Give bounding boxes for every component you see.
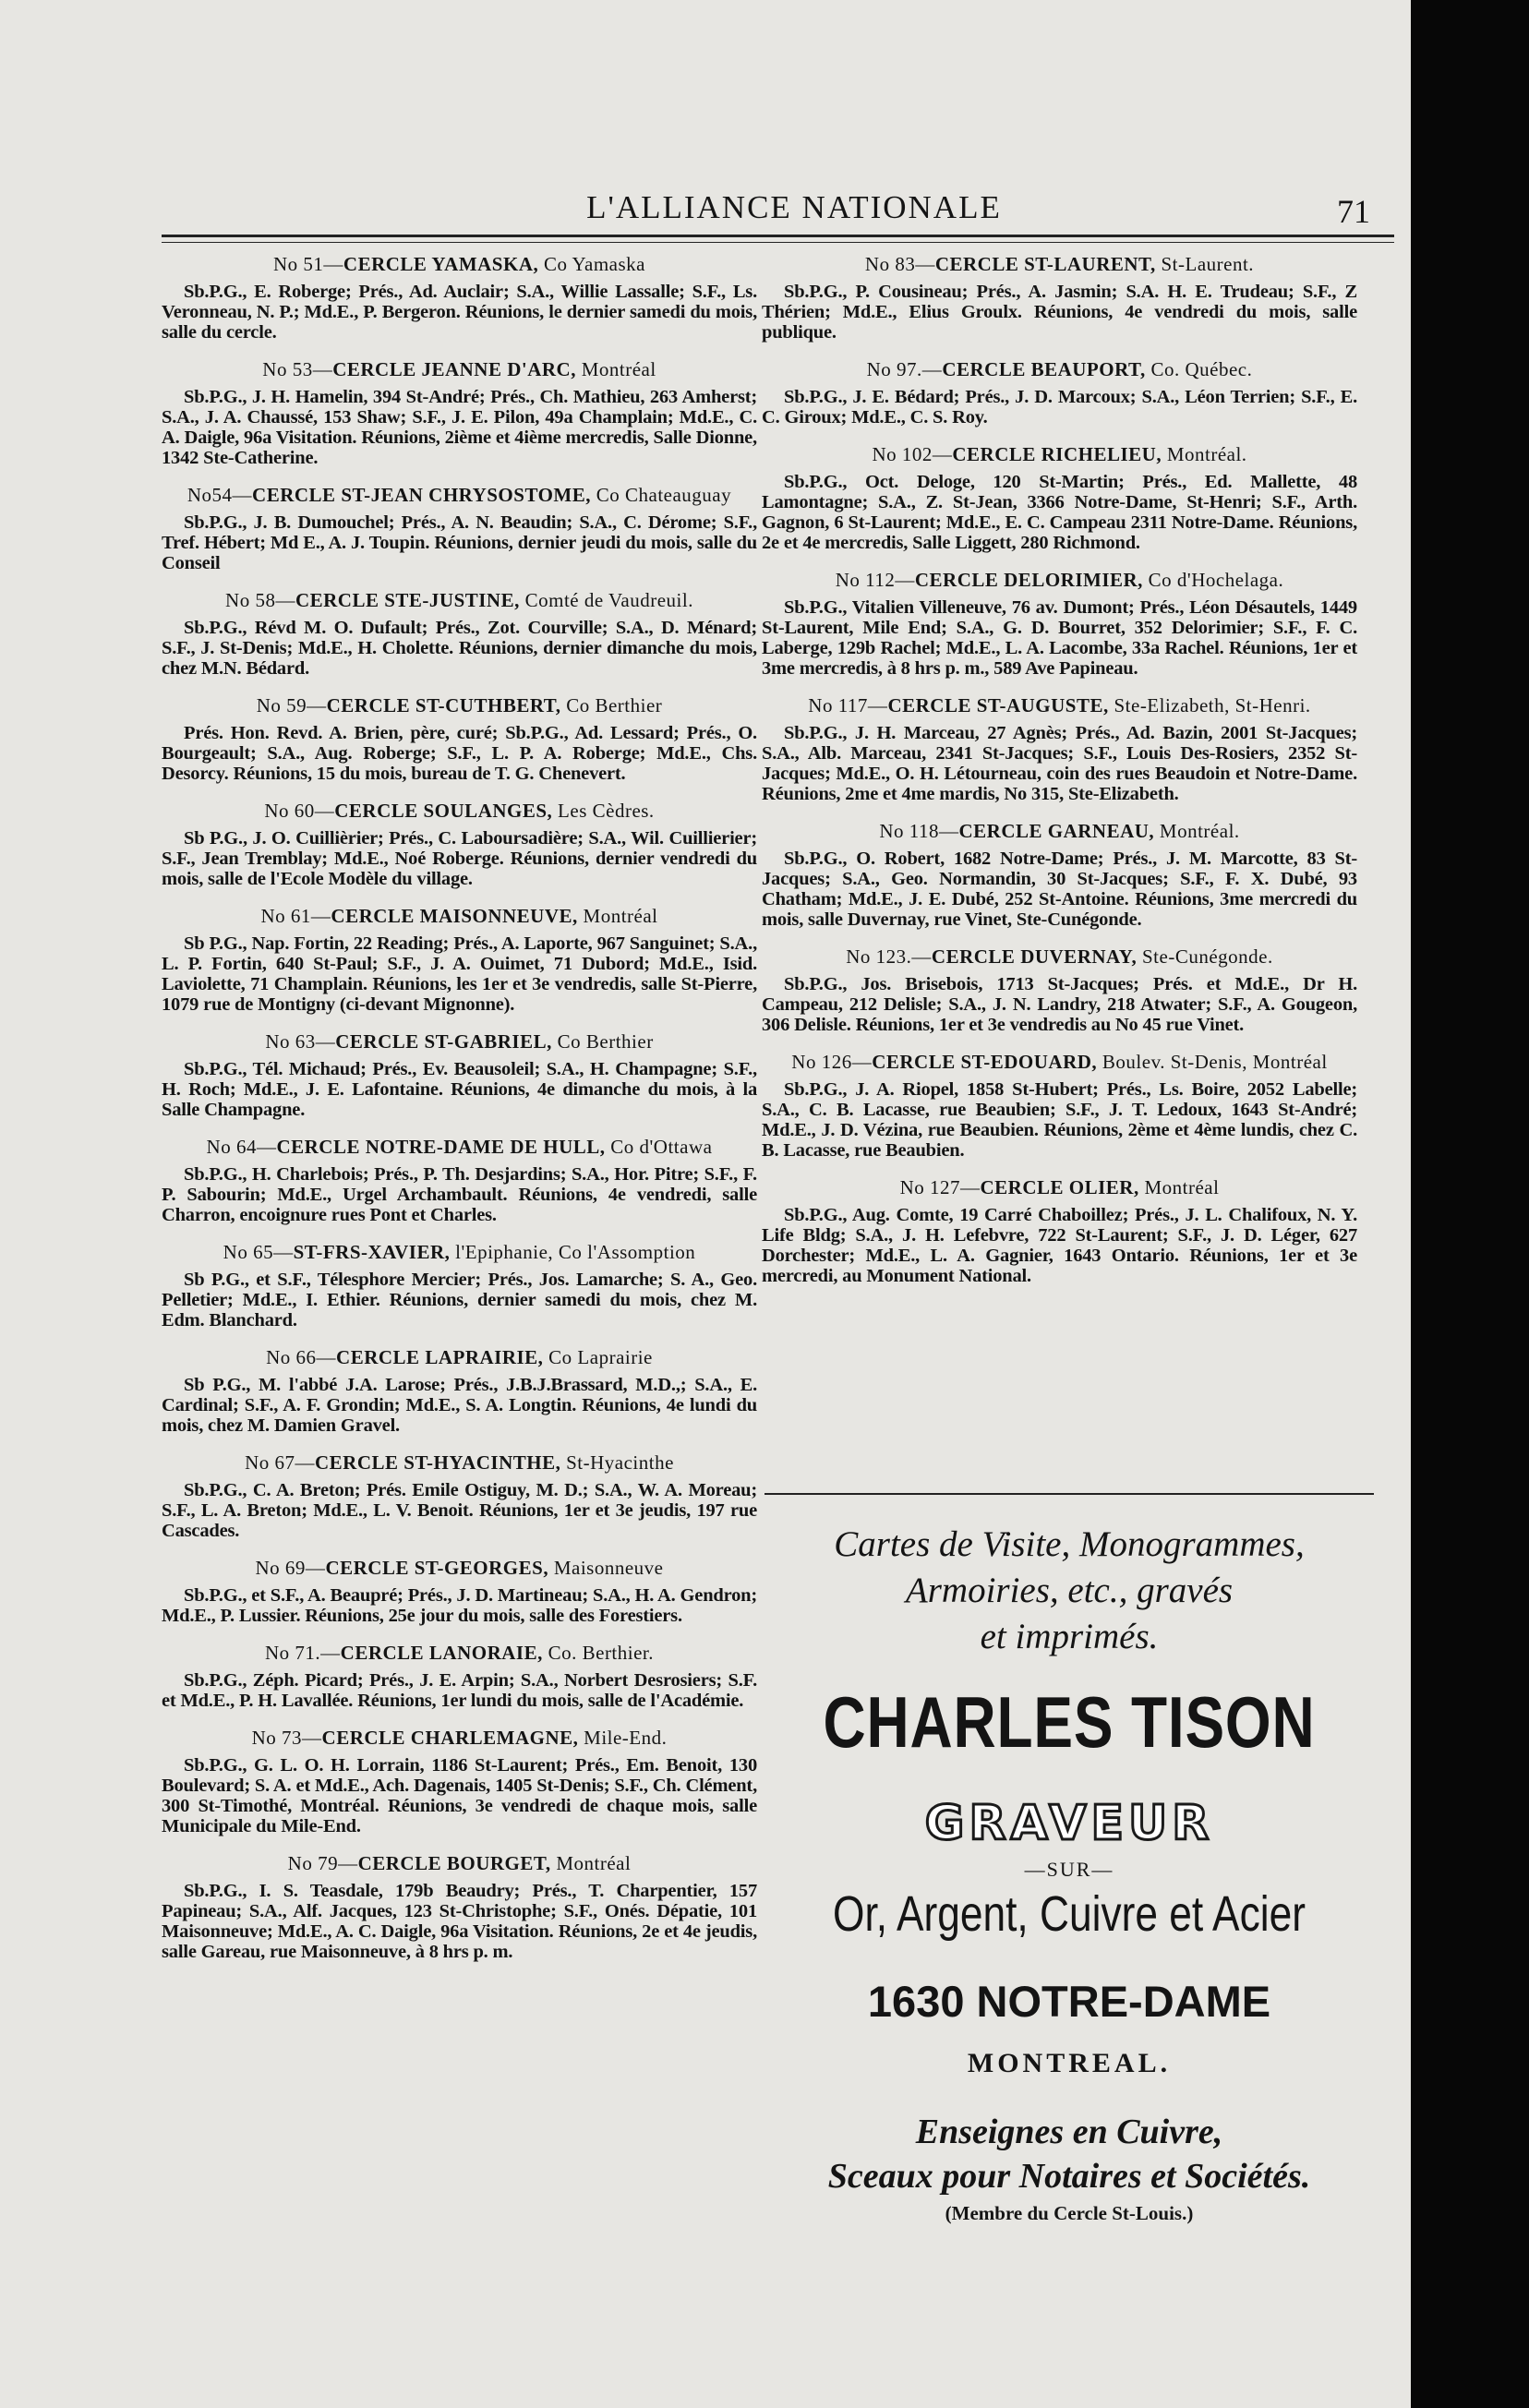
cercle-number: No 58—: [225, 589, 295, 611]
cercle-number: No 123.—: [846, 945, 932, 968]
cercle-details: Prés. Hon. Revd. A. Brien, père, curé; Sb.P.G., Ad. Lessard; Prés., O. Bourgeault; S.A., Aug. Roberge; S.F., L. P. A. Roberge; Md.E., Chs. Desorcy. Réunions, 15 du mois, bureau de T. G. Chenevert.: [162, 723, 757, 784]
cercle-title: [162, 1137, 757, 1157]
cercle-name: CERCLE GARNEAU,: [958, 820, 1155, 842]
right-column: [762, 254, 1357, 1303]
cercle-number: No 71.—: [264, 1642, 341, 1664]
cercle-location: Maisonneuve: [548, 1557, 664, 1579]
cercle-number: No 118—: [879, 820, 959, 842]
ad-tagline: Cartes de Visite, Monogrammes, Armoiries, etc., gravés et imprimés.: [834, 1524, 1305, 1656]
cercle-entry: [762, 254, 1357, 343]
cercle-details: Sb.P.G., J. E. Bédard; Prés., J. D. Marcoux; S.A., Léon Terrien; S.F., E. C. Giroux; Md.E., C. S. Roy.: [762, 387, 1357, 427]
cercle-number: No 53—: [262, 358, 333, 380]
cercle-entry: [162, 1452, 757, 1541]
cercle-details: Sb.P.G., et S.F., A. Beaupré; Prés., J. D. Martineau; S.A., H. A. Gendron; Md.E., P. Lussier. Réunions, 25e jour du mois, salle des Forestiers.: [162, 1585, 757, 1626]
header-rule-thin: [162, 242, 1394, 243]
cercle-location: Ste-Elizabeth, St-Henri.: [1108, 694, 1311, 716]
cercle-number: No 59—: [256, 694, 327, 716]
cercle-details: Sb P.G., J. O. Cuillièrier; Prés., C. Laboursadière; S.A., Wil. Cuillierier; S.F., Jean Tremblay; Md.E., Noé Roberge. Réunions, dernier vendredi du mois, salle de l'Ecole Modèle du village.: [162, 828, 757, 889]
cercle-location: Montréal.: [1154, 820, 1240, 842]
ad-services: Enseignes en Cuivre, Sceaux pour Notaires et Sociétés.: [827, 2113, 1311, 2196]
cercle-number: No 126—: [791, 1051, 873, 1073]
cercle-number: No 102—: [872, 443, 953, 465]
scan-border: [1411, 0, 1529, 2408]
ad-address: 1630 NOTRE-DAME: [867, 1977, 1271, 2026]
cercle-entry: [162, 1347, 757, 1436]
ad-sur: —SUR—: [1024, 1858, 1114, 1881]
cercle-name: CERCLE ST-HYACINTHE,: [315, 1451, 561, 1474]
cercle-title: [162, 590, 757, 610]
cercle-title: [162, 1558, 757, 1578]
cercle-location: Co Berthier: [551, 1030, 654, 1053]
cercle-name: CERCLE NOTRE-DAME DE HULL,: [276, 1136, 606, 1158]
ad-city: MONTREAL.: [967, 2048, 1172, 2078]
ad-business-name: CHARLES TISON: [823, 1681, 1316, 1763]
cercle-number: No 51—: [273, 253, 343, 275]
cercle-title: [762, 821, 1357, 841]
cercle-title: [162, 254, 757, 274]
cercle-details: Sb.P.G., I. S. Teasdale, 179b Beaudry; Prés., T. Charpentier, 157 Papineau; S.A., Alf. Jacques, 123 St-Christophe; S.F., Onés. Dépatie, 101 Maisonneuve; Md.E., A. C. Daigle, 96a Visitation. Réunions, 2e et 4e jeudis, salle Gareau, rue Maisonneuve, à 8 hrs p. m.: [162, 1881, 757, 1962]
cercle-entry: [162, 1137, 757, 1225]
cercle-entry: [162, 590, 757, 679]
cercle-name: CERCLE ST-GEORGES,: [325, 1557, 549, 1579]
cercle-name: CERCLE RICHELIEU,: [952, 443, 1162, 465]
cercle-number: No 60—: [264, 800, 335, 822]
cercle-entry: [162, 1558, 757, 1626]
cercle-location: Co. Berthier.: [542, 1642, 655, 1664]
cercle-entry: [762, 946, 1357, 1035]
cercle-name: CERCLE OLIER,: [980, 1176, 1139, 1198]
cercle-location: Montréal: [1138, 1176, 1220, 1198]
cercle-details: Sb.P.G., Jos. Brisebois, 1713 St-Jacques; Prés. et Md.E., Dr H. Campeau, 212 Delisle; S.A., J. N. Landry, 218 Atwater; S.F., A. Gougeon, 306 Delisle. Réunions, 1er et 3e vendredis au No 45 rue Vinet.: [762, 974, 1357, 1035]
cercle-location: Boulev. St-Denis, Montréal: [1097, 1051, 1328, 1073]
cercle-details: Sb.P.G., Vitalien Villeneuve, 76 av. Dumont; Prés., Léon Désautels, 1449 St-Laurent, Mile End; S.A., G. D. Bourret, 352 Delorimier; S.F., F. C. Laberge, 129b Rachel; Md.E., L. A. Lacombe, 33a Rachel. Réunions, 1er et 3me mercredis, à 8 hrs p. m., 589 Ave Papineau.: [762, 597, 1357, 679]
cercle-number: No54—: [187, 484, 253, 506]
cercle-entry: [762, 1052, 1357, 1161]
cercle-entry: [162, 1031, 757, 1120]
cercle-location: Comté de Vaudreuil.: [519, 589, 693, 611]
cercle-name: CERCLE ST-AUGUSTE,: [887, 694, 1109, 716]
cercle-name: CERCLE BEAUPORT,: [942, 358, 1146, 380]
cercle-location: Co Chateauguay: [590, 484, 732, 506]
cercle-name: CERCLE ST-GABRIEL,: [335, 1030, 552, 1053]
cercle-location: Co d'Ottawa: [605, 1136, 713, 1158]
cercle-name: CERCLE YAMASKA,: [343, 253, 539, 275]
cercle-entry: [762, 570, 1357, 679]
cercle-number: No 69—: [255, 1557, 326, 1579]
header-rule-thick: [162, 235, 1394, 237]
cercle-title: [162, 1643, 757, 1663]
cercle-name: CERCLE ST-EDOUARD,: [872, 1051, 1098, 1073]
cercle-title: [762, 254, 1357, 274]
cercle-details: Sb P.G., et S.F., Télesphore Mercier; Prés., Jos. Lamarche; S. A., Geo. Pelletier; Md.E., I. Ethier. Réunions, dernier samedi du mois, chez M. Edm. Blanchard.: [162, 1270, 757, 1330]
cercle-entry: [162, 1242, 757, 1330]
left-column: [162, 254, 757, 1979]
cercle-title: [762, 1052, 1357, 1072]
cercle-title: [762, 1177, 1357, 1198]
cercle-details: Sb.P.G., Oct. Deloge, 120 St-Martin; Prés., Ed. Mallette, 48 Lamontagne; S.A., Z. St-Jean, 3366 Notre-Dame, St-Henri; S.F., Arth. Gagnon, 6 St-Laurent; Md.E., E. C. Campeau 2311 Notre-Dame. Réunions, 2e et 4e mercredis, Salle Liggett, 280 Richmond.: [762, 472, 1357, 553]
cercle-entry: [762, 359, 1357, 427]
cercle-title: [162, 1242, 757, 1262]
cercle-entry: [162, 695, 757, 784]
cercle-details: Sb.P.G., O. Robert, 1682 Notre-Dame; Prés., J. M. Marcotte, 83 St-Jacques; S.A., Geo. Normandin, 30 St-Jacques; S.F., F. X. Dubé, 93 Chatham; Md.E., J. E. Dubé, 252 St-Antoine. Réunions, 3me mercredi du mois, salle Duvernay, rue Vinet, Ste-Cunégonde.: [762, 849, 1357, 930]
cercle-title: [162, 695, 757, 716]
cercle-details: Sb.P.G., E. Roberge; Prés., Ad. Auclair; S.A., Willie Lassalle; S.F., Ls. Veronneau, N. P.; Md.E., P. Bergeron. Réunions, le dernier samedi du mois, salle du cercle.: [162, 282, 757, 343]
cercle-entry: [762, 695, 1357, 804]
cercle-entry: [162, 254, 757, 343]
cercle-location: Montréal: [550, 1852, 632, 1874]
cercle-name: CERCLE ST-JEAN CHRYSOSTOME,: [252, 484, 591, 506]
cercle-location: Montréal: [577, 905, 658, 927]
cercle-entry: [162, 1853, 757, 1962]
cercle-location: Co d'Hochelaga.: [1142, 569, 1284, 591]
cercle-title: [162, 1728, 757, 1748]
cercle-entry: [162, 1643, 757, 1711]
cercle-title: [762, 946, 1357, 967]
page-number: 71: [1337, 193, 1370, 230]
cercle-location: Montréal: [575, 358, 656, 380]
ad-materials: Or, Argent, Cuivre et Acier: [833, 1886, 1306, 1942]
cercle-location: Co Yamaska: [538, 253, 645, 275]
cercle-number: No 112—: [835, 569, 915, 591]
cercle-title: [162, 1452, 757, 1473]
cercle-name: CERCLE BOURGET,: [357, 1852, 551, 1874]
cercle-title: [762, 695, 1357, 716]
cercle-number: No 73—: [251, 1727, 322, 1749]
cercle-name: CERCLE CHARLEMAGNE,: [321, 1727, 579, 1749]
ad-membership: (Membre du Cercle St-Louis.): [945, 2202, 1194, 2224]
cercle-details: Sb.P.G., J. A. Riopel, 1858 St-Hubert; Prés., Ls. Boire, 2052 Labelle; S.A., C. B. Lacasse, rue Beaubien; S.F., J. T. Ledoux, 1643 St-André; Md.E., J. D. Vézina, rue Beaubien. Réunions, 2ème et 4ème lundis, chez C. B. Lacasse, rue Beaubien.: [762, 1079, 1357, 1161]
cercle-number: No 63—: [265, 1030, 336, 1053]
cercle-location: Co. Québec.: [1145, 358, 1253, 380]
cercle-name: CERCLE LAPRAIRIE,: [336, 1346, 544, 1368]
cercle-name: CERCLE ST-CUTHBERT,: [326, 694, 561, 716]
cercle-details: Sb.P.G., Aug. Comte, 19 Carré Chaboillez; Prés., J. L. Chalifoux, N. Y. Life Bldg; S.A., J. H. Lefebvre, 722 St-Laurent; S.F., J. D. Léger, 627 Dorchester; Md.E., L. A. Gagnier, 1643 Ontario. Réunions, 1er et 3e mercredi, au Monument National.: [762, 1205, 1357, 1286]
cercle-title: [162, 359, 757, 379]
cercle-entry: [762, 821, 1357, 930]
cercle-name: ST-FRS-XAVIER,: [293, 1241, 451, 1263]
cercle-name: CERCLE JEANNE D'ARC,: [332, 358, 576, 380]
cercle-number: No 67—: [245, 1451, 315, 1474]
cercle-entry: [162, 1728, 757, 1836]
cercle-details: Sb P.G., Nap. Fortin, 22 Reading; Prés., A. Laporte, 967 Sanguinet; S.A., L. P. Fortin, 640 St-Paul; S.F., J. A. Ouimet, 71 Dubord; Md.E., Isid. Laviolette, 71 Champlain. Réunions, les 1er et 3e vendredis, salle St-Pierre, 1079 rue de Montigny (ci-devant Mignonne).: [162, 933, 757, 1015]
cercle-title: [762, 444, 1357, 464]
cercle-details: Sb.P.G., J. H. Hamelin, 394 St-André; Prés., Ch. Mathieu, 263 Amherst; S.A., J. A. Chaussé, 153 Shaw; S.F., J. E. Pilon, 49a Champlain; Md.E., C. A. Daigle, 96a Visitation. Réunions, 2ième et 4ième mercredis, Salle Dionne, 1342 Ste-Catherine.: [162, 387, 757, 468]
cercle-name: CERCLE LANORAIE,: [340, 1642, 543, 1664]
cercle-details: Sb.P.G., P. Cousineau; Prés., A. Jasmin; S.A. H. E. Trudeau; S.F., Z Thérien; Md.E., Elius Groulx. Réunions, 4e vendredi du mois, salle publique.: [762, 282, 1357, 343]
cercle-number: No 64—: [206, 1136, 277, 1158]
cercle-entry: [762, 444, 1357, 553]
cercle-location: Montréal.: [1162, 443, 1247, 465]
cercle-number: No 117—: [808, 694, 888, 716]
cercle-details: Sb P.G., M. l'abbé J.A. Larose; Prés., J.B.J.Brassard, M.D.,; S.A., E. Cardinal; S.F., A. F. Grondin; Md.E., S. A. Longtin. Réunions, 4e lundi du mois, chez M. Damien Gravel.: [162, 1375, 757, 1436]
cercle-details: Sb.P.G., C. A. Breton; Prés. Emile Ostiguy, M. D.; S.A., W. A. Moreau; S.F., L. A. Breton; Md.E., L. V. Benoit. Réunions, 1er et 3e jeudis, 197 rue Cascades.: [162, 1480, 757, 1541]
cercle-details: Sb.P.G., J. B. Dumouchel; Prés., A. N. Beaudin; S.A., C. Dérome; S.F., Tref. Hébert; Md E., A. J. Toupin. Réunions, dernier jeudi du mois, salle du Conseil: [162, 512, 757, 573]
cercle-name: CERCLE DELORIMIER,: [914, 569, 1143, 591]
cercle-entry: [762, 1177, 1357, 1286]
cercle-number: No 83—: [864, 253, 935, 275]
cercle-location: Co Berthier: [560, 694, 663, 716]
cercle-title: [162, 1853, 757, 1873]
cercle-entry: [162, 801, 757, 889]
page-header-title: L'ALLIANCE NATIONALE: [586, 189, 1002, 225]
cercle-name: CERCLE SOULANGES,: [334, 800, 553, 822]
cercle-details: Sb.P.G., H. Charlebois; Prés., P. Th. Desjardins; S.A., Hor. Pitre; S.F., F. P. Sabourin; Md.E., Urgel Archambault. Réunions, 4e vendredi, salle Charron, encoignure rues Pont et Charles.: [162, 1164, 757, 1225]
cercle-details: Sb.P.G., G. L. O. H. Lorrain, 1186 St-Laurent; Prés., Em. Benoit, 130 Boulevard; S. A. et Md.E., Ach. Dagenais, 1405 St-Denis; S.F., Ch. Clément, 300 St-Timothé, Montréal. Réunions, 3e vendredi de chaque mois, salle Municipale du Mile-End.: [162, 1755, 757, 1836]
cercle-number: No 79—: [287, 1852, 358, 1874]
cercle-title: [162, 1347, 757, 1367]
ad-profession: GRAVEUR: [924, 1796, 1214, 1851]
cercle-name: CERCLE MAISONNEUVE,: [331, 905, 578, 927]
cercle-location: Mile-End.: [578, 1727, 668, 1749]
cercle-title: [162, 1031, 757, 1052]
cercle-location: Les Cèdres.: [552, 800, 655, 822]
cercle-title: [162, 906, 757, 926]
cercle-number: No 97.—: [866, 358, 943, 380]
cercle-number: No 61—: [260, 905, 331, 927]
cercle-location: St-Laurent.: [1155, 253, 1255, 275]
cercle-title: [162, 801, 757, 821]
cercle-entry: [162, 359, 757, 468]
cercle-name: CERCLE STE-JUSTINE,: [295, 589, 520, 611]
cercle-location: Ste-Cunégonde.: [1137, 945, 1273, 968]
cercle-details: Sb.P.G., Révd M. O. Dufault; Prés., Zot. Courville; S.A., D. Ménard; S.F., J. St-Denis; Md.E., H. Cholette. Réunions, dernier dimanche du mois, chez M.N. Bédard.: [162, 618, 757, 679]
cercle-number: No 65—: [223, 1241, 294, 1263]
cercle-entry: [162, 485, 757, 573]
cercle-entry: [162, 906, 757, 1015]
cercle-details: Sb.P.G., Zéph. Picard; Prés., J. E. Arpin; S.A., Norbert Desrosiers; S.F. et Md.E., P. H. Lavallée. Réunions, 1er lundi du mois, salle de l'Académie.: [162, 1670, 757, 1711]
cercle-title: [762, 359, 1357, 379]
cercle-number: No 127—: [899, 1176, 981, 1198]
cercle-details: Sb.P.G., Tél. Michaud; Prés., Ev. Beausoleil; S.A., H. Champagne; S.F., H. Roch; Md.E., J. E. Lafontaine. Réunions, 4e dimanche du mois, à la Salle Champagne.: [162, 1059, 757, 1120]
cercle-title: [762, 570, 1357, 590]
advertisement-rule: [764, 1493, 1374, 1495]
cercle-details: Sb.P.G., J. H. Marceau, 27 Agnès; Prés., Ad. Bazin, 2001 St-Jacques; S.A., Alb. Marceau, 2341 St-Jacques; S.F., Louis Des-Rosiers, 2352 St-Jacques; Md.E., O. H. Létourneau, coin des rues Beaudoin et Notre-Dame. Réunions, 2me et 4me mardis, No 315, Ste-Elizabeth.: [762, 723, 1357, 804]
cercle-location: l'Epiphanie, Co l'Assomption: [450, 1241, 696, 1263]
cercle-name: CERCLE DUVERNAY,: [931, 945, 1138, 968]
cercle-location: Co Laprairie: [543, 1346, 653, 1368]
cercle-name: CERCLE ST-LAURENT,: [934, 253, 1156, 275]
cercle-title: [162, 485, 757, 505]
cercle-location: St-Hyacinthe: [560, 1451, 674, 1474]
cercle-number: No 66—: [266, 1346, 337, 1368]
